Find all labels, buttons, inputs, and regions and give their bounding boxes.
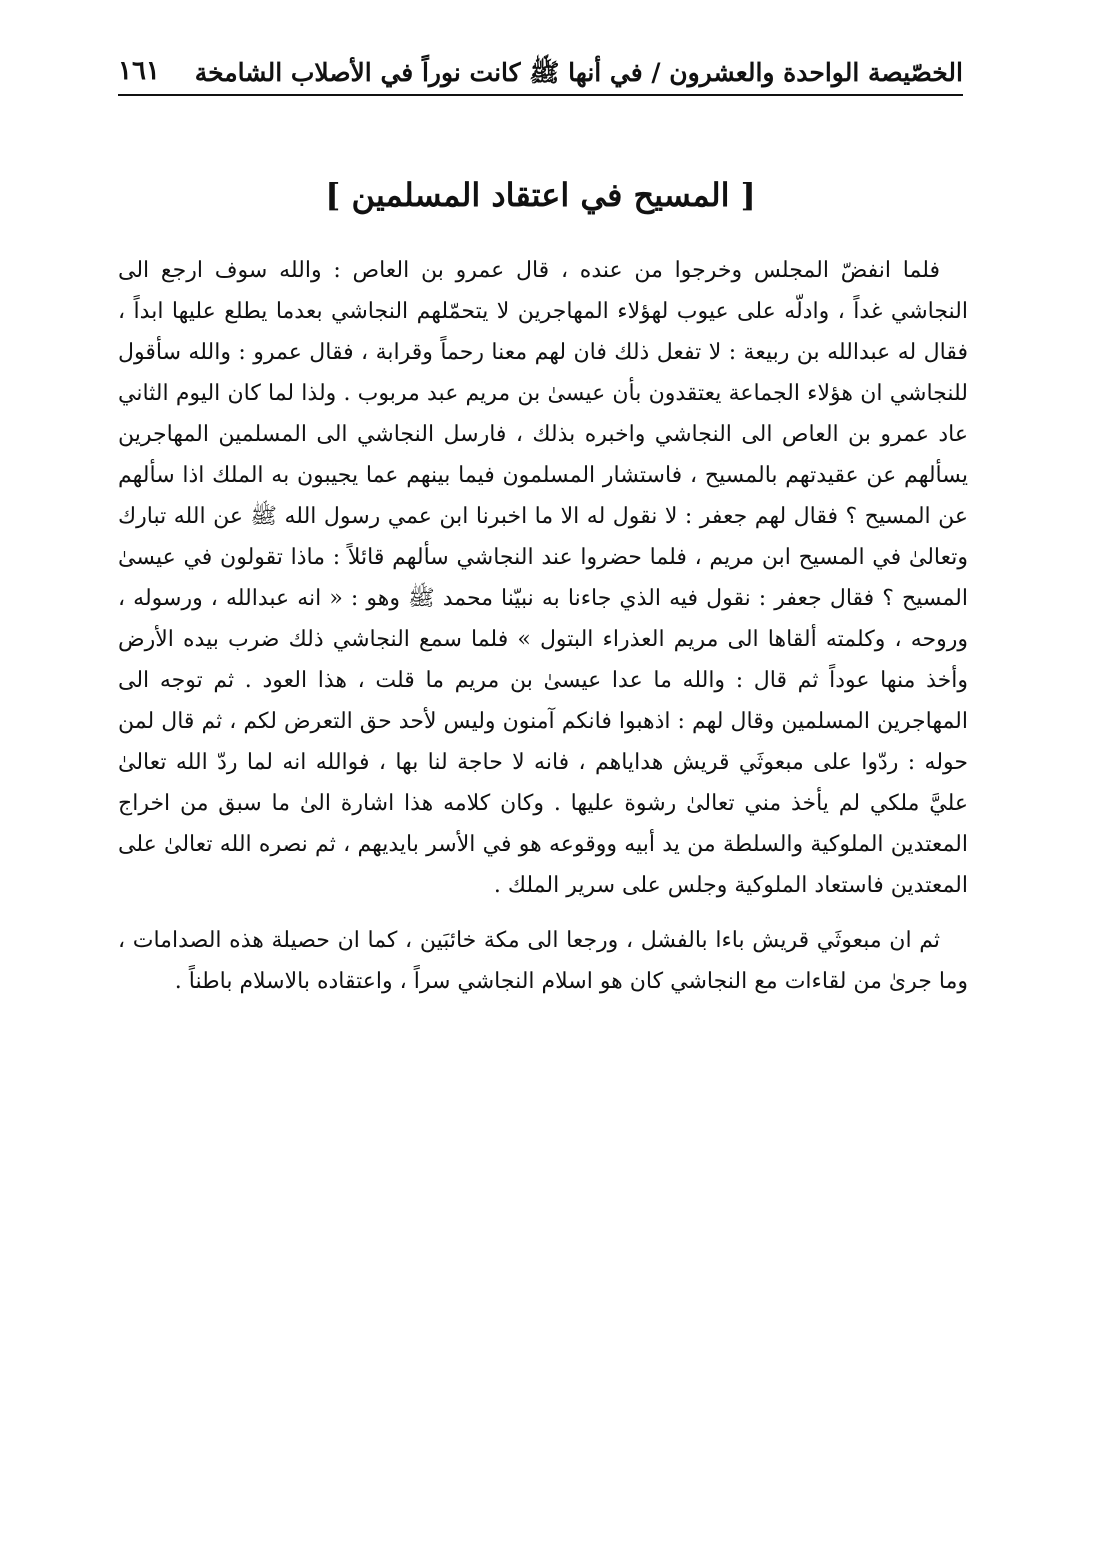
paragraph-1: فلما انفضّ المجلس وخرجوا من عنده ، قال عمرو بن العاص : والله سوف ارجع الى النجاشي غداً ، وادلّه على عيوب لهؤلاء المهاجرين لا يتحمّلهم النجاشي بعدما يطلع عليها ابداً ، فقال له عبدالله بن ربيعة : لا تفعل ذلك فان لهم معنا رحماً وقرابة ، فقال عمرو : والله سأقول للنجاشي ان هؤلاء الجماعة يعتقدون بأن عيسىٰ بن مريم عبد مربوب . ولذا لما كان اليوم الثاني عاد عمرو بن العاص الى النجاشي واخبره بذلك ، فارسل النجاشي الى المسلمين المهاجرين يسألهم عن عقيدتهم بالمسيح ، فاستشار المسلمون فيما بينهم عما يجيبون به الملك اذا سألهم عن المسيح ؟ فقال لهم جعفر : لا نقول له الا ما اخبرنا ابن عمي رسول الله ﷺ عن الله تبارك وتعالىٰ في المسيح ابن مريم ، فلما حضروا عند النجاشي سألهم قائلاً : ماذا تقولون في عيسىٰ المسيح ؟ فقال جعفر : نقول فيه الذي جاءنا به نبيّنا محمد ﷺ وهو : « انه عبدالله ، ورسوله ، وروحه ، وكلمته ألقاها الى مريم العذراء البتول » فلما سمع النجاشي ذلك ضرب بيده الأرض وأخذ منها عوداً ثم قال : والله ما عدا عيسىٰ بن مريم ما قلت ، هذا العود . ثم توجه الى المهاجرين المسلمين وقال لهم : اذهبوا فانكم آمنون وليس لأحد حق التعرض لكم ، ثم قال لمن حوله : ردّوا على مبعوثَي قريش هداياهم ، فانه لا حاجة لنا بها ، فوالله انه لما ردّ الله تعالىٰ عليَّ ملكي لم يأخذ مني تعالىٰ رشوة عليها . وكان كلامه هذا اشارة الىٰ ما سبق من اخراج المعتدين الملوكية والسلطة من يد أبيه ووقوعه هو في الأسر بايديهم ، ثم نصره الله تعالىٰ على المعتدين فاستعاد الملوكية وجلس على سرير الملك .	[118, 258, 968, 898]
body-text	[118, 250, 968, 1002]
page-number: ١٦١	[118, 56, 160, 87]
section-heading: [ المسيح في اعتقاد المسلمين ]	[325, 176, 756, 214]
paragraph-2: ثم ان مبعوثَي قريش باءا بالفشل ، ورجعا الى مكة خائبَين ، كما ان حصيلة هذه الصدامات ، وما جرىٰ من لقاءات مع النجاشي كان هو اسلام النجاشي سراً ، واعتقاده بالاسلام باطناً .	[118, 928, 968, 994]
running-header	[118, 44, 963, 96]
running-title: الخصّيصة الواحدة والعشرون / في أنها ﷺ كانت نوراً في الأصلاب الشامخة	[194, 57, 963, 87]
